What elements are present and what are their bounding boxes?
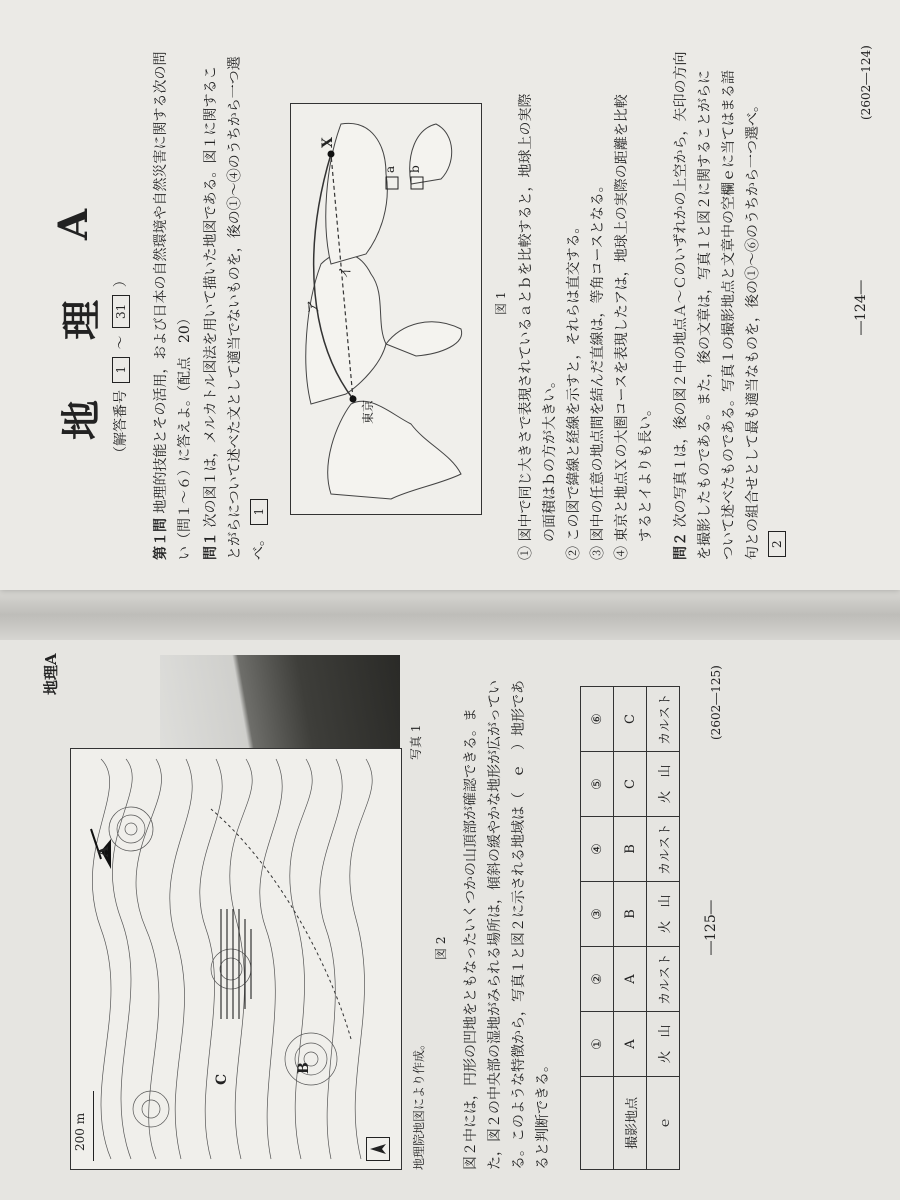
choice-e: カルスト [647,817,680,882]
figure-1-mercator-map [290,103,482,515]
north-arrow-icon [366,1137,390,1161]
q1-text-1: 地理的技能とその活用，および日本の自然環境や自然災害に関する次の問 [153,51,169,514]
mon2-text-2: を撮影したものである。また，後の文章は，写真１と図２に関することがらに [697,70,713,560]
title-char-1: 地 [58,400,105,440]
option-1 [515,94,537,560]
choice-point: A [614,1012,647,1077]
choice-e: 火 山 [647,1012,680,1077]
mon1-answer-box: 1 [250,499,268,525]
option-num: ③ [590,546,606,560]
page-125 [0,640,900,1200]
book-gutter [0,590,900,640]
figure-2-topo-map [70,748,402,1170]
choice-num: ③ [581,882,614,947]
q1-text-2: い（問１～６）に答えよ。（配点 20） [177,311,193,560]
mon2-text-3: ついて述べたものである。写真１の撮影地点と文章中の空欄ｅに当てはまる語 [721,70,737,560]
table-row-numbers [581,687,614,1170]
choice-point: C [614,752,647,817]
mon1-label: 問１ [203,532,219,560]
option-text: 東京と地点Ｘの大圏コースを表現したアは，地球上の実際の距離を比較 [614,94,630,542]
row-header-e: ｅ [647,1077,680,1170]
mon1-text-2: とがらについて述べた文として適当でないものを，後の①～④のうちから一つ選 [227,56,243,560]
point-c-label: C [214,1073,230,1085]
choice-num: ⑥ [581,687,614,752]
paragraph-line-4: ると判断できる。 [535,1058,551,1170]
choice-e: カルスト [647,687,680,752]
option-1-cont: の面積はｂの方が大きい。 [542,374,558,542]
option-num: ① [518,546,534,560]
map-label-a: a [383,165,397,173]
answer-to-box: 31 [112,295,130,328]
q1-heading: 第１問 [153,518,169,560]
route-label-i: イ [338,265,354,279]
choice-e: 火 山 [647,882,680,947]
paragraph-line-2: た，図２の中央部の湿地がみられる場所は，傾斜の緩やかな地形が広がってい [487,680,503,1170]
mon2-line-1 [670,52,692,560]
page-number-124: ―124― [853,280,869,335]
choice-point: A [614,947,647,1012]
contour-lines [71,749,401,1169]
paragraph-line-1: 図２中には，円形の凹地をともなったいくつかの山頂部が確認できる。ま [463,708,479,1170]
answer-choice-table [580,686,680,1170]
option-3 [587,178,609,560]
map-source: 地理院地図により作成。 [412,1037,426,1170]
choice-point: B [614,817,647,882]
page-code-125: (2602―125) [709,665,723,740]
page-code-124: (2602―124) [859,45,873,120]
point-a-label: A [96,846,112,857]
table-row-e [647,687,680,1170]
page-124 [0,0,900,590]
table-corner [581,1077,614,1170]
choice-point: C [614,687,647,752]
mon2-text-4: 句との組合せとして最も適当なものを，後の①～⑥のうちから一つ選べ。 [745,98,761,560]
option-text: この図で緯線と経線を示すと，それらは直交する。 [566,219,582,542]
photo-1-caption: 写真 1 [409,724,423,760]
mon2-label: 問２ [673,532,689,560]
answer-from-box: 1 [112,357,130,383]
page-number-125: ―125― [703,900,719,955]
mon2-text-1: 次の写真１は，後の図２中の地点Ａ～Ｃのいずれかの上空から，矢印の方向 [673,51,689,528]
choice-num: ⑤ [581,752,614,817]
option-text: 図中で同じ大きさで表現されているａとｂを比較すると，地球上の実際 [518,93,534,542]
page-header: 地理A [42,653,60,695]
figure-1-caption: 図 1 [494,291,508,315]
choice-e: カルスト [647,947,680,1012]
title-char-3: A [50,208,97,240]
choice-num: ② [581,947,614,1012]
map-label-b: b [408,165,422,173]
option-text: 図中の任意の地点間を結んだ直線は，等角コースとなる。 [590,178,606,542]
point-b-label: B [296,1062,312,1074]
answer-range [110,273,132,460]
mon2-answer [766,528,788,560]
scale-label: 200 m [73,1112,87,1151]
answer-range-label: （解答番号 [113,390,129,460]
option-4-cont: するとイよりも長い。 [638,402,654,542]
option-num: ② [566,546,582,560]
choice-num: ① [581,1012,614,1077]
q1-line-1 [150,52,172,560]
mon1-text-1: 次の図１は，メルカトル図法を用いて描いた地図である。図１に関するこ [203,65,219,528]
mon1-line-3 [248,496,270,560]
option-num: ④ [614,546,630,560]
row-header-point: 撮影地点 [614,1077,647,1170]
choice-point: B [614,882,647,947]
title-char-2: 理 [58,300,105,340]
option-4 [611,94,633,560]
choice-e: 火 山 [647,752,680,817]
map-label-tokyo: 東京 [361,399,375,424]
choice-num: ④ [581,817,614,882]
route-label-a: ア [306,300,322,314]
figure-2-caption: 図 2 [434,936,448,960]
mon1-line-1 [200,66,222,560]
table-row-point [614,687,647,1170]
paragraph-line-3: る。このような特徴から，写真１と図２に示される地域は（ ｅ ）地形であ [511,680,527,1170]
answer-range-close: ） [113,273,129,288]
mon1-text-3: べ。 [251,532,267,560]
option-2 [563,220,585,560]
answer-tilde: ～ [113,335,129,350]
mon2-answer-box: 2 [768,531,786,557]
map-label-x: X [320,137,336,148]
